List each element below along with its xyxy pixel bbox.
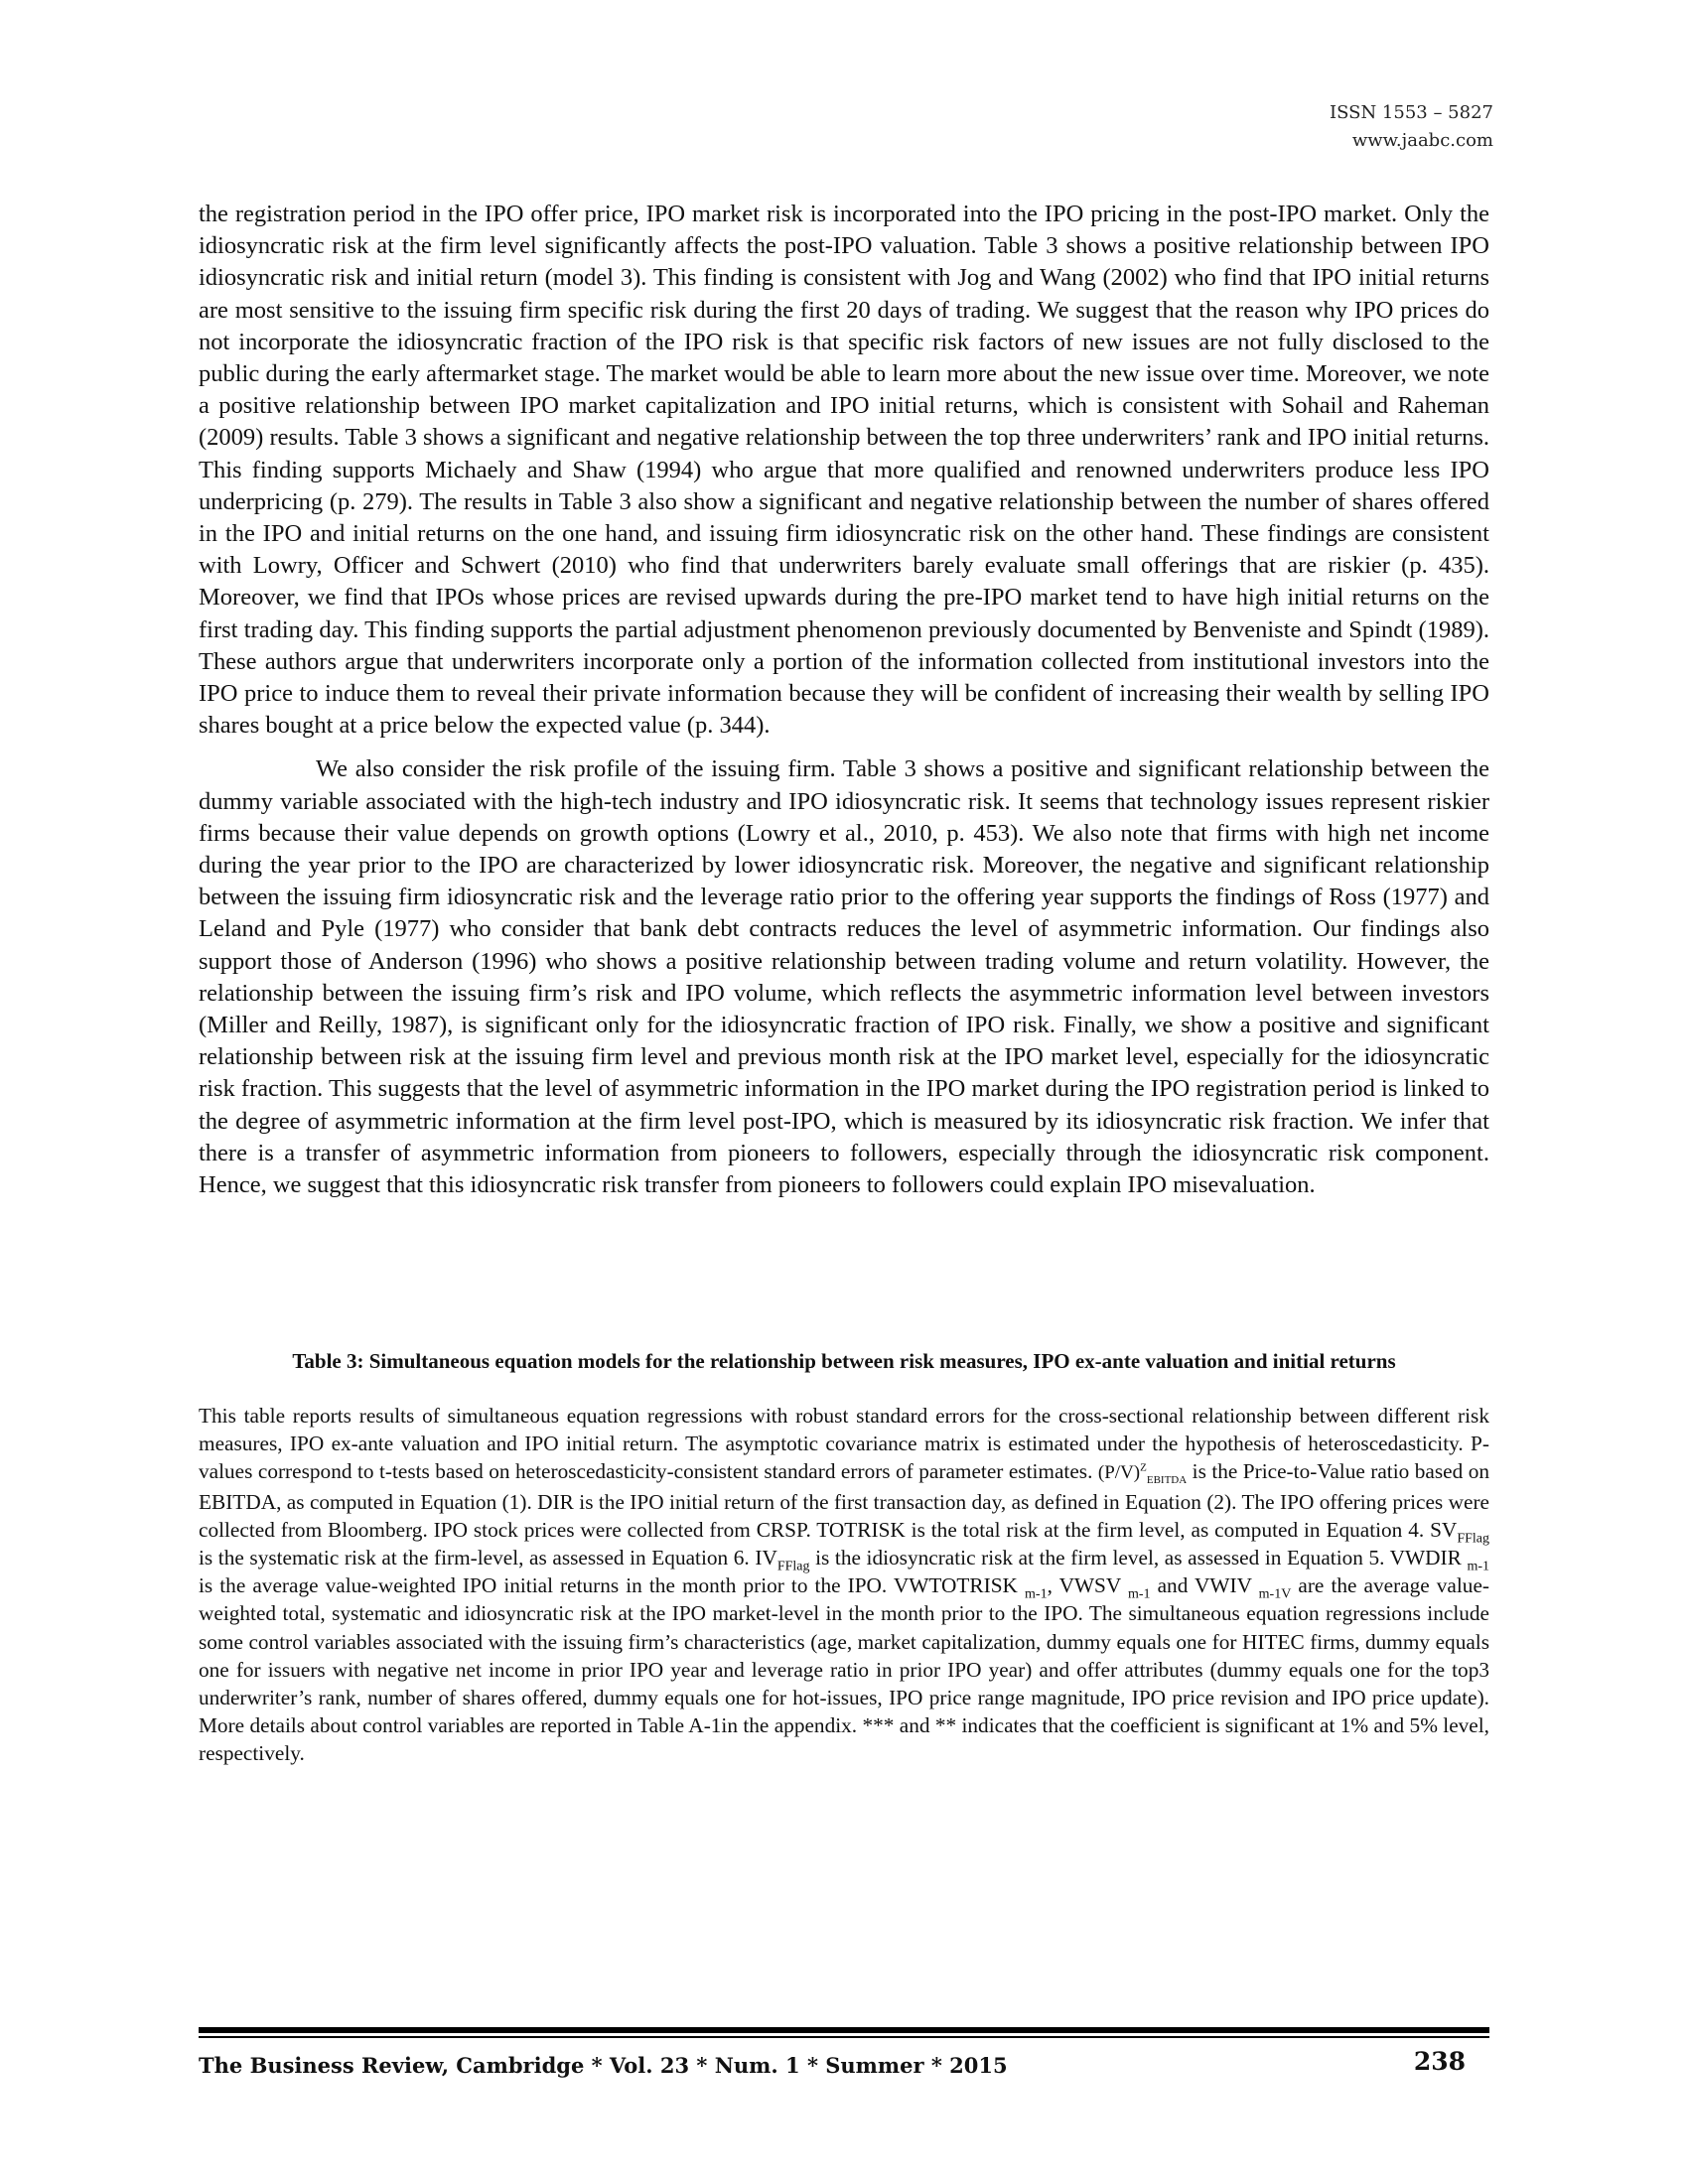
page-header bbox=[1330, 99, 1493, 155]
iv-symbol: $IV_{FFlag}$ bbox=[755, 1546, 810, 1574]
table-caption bbox=[199, 1402, 1489, 1768]
subscript: m-1 bbox=[1127, 1586, 1151, 1602]
table-title: Table 3: Simultaneous equation models for the relationship between risk measures, IPO ex-ante valuation and initial returns bbox=[292, 1349, 1396, 1373]
issn-label: ISSN 1553 – 5827 bbox=[1330, 102, 1493, 123]
website-label: www.jaabc.com bbox=[1351, 130, 1493, 151]
paragraph-2: We also consider the risk profile of the issuing firm. Table 3 shows a positive and significant relationship between the dummy variable associated with the high-tech industry and IPO idiosyncratic risk. It seems that technology issues represent riskier firms because their value depends on growth options (Lowry et al., 2010, p. 453). We also note that firms with high net income during the year prior to the IPO are characterized by lower idiosyncratic risk. Moreover, the negative and significant relationship between the issuing firm idiosyncratic risk and the leverage ratio prior to the offering year supports the findings of Ross (1977) and Leland and Pyle (1977) who consider that bank debt contracts reduces the level of asymmetric information. Our findings also support those of Anderson (1996) who shows a positive relationship between trading volume and return volatility. However, the relationship between the issuing firm’s risk and IPO volume, which reflects the asymmetric information level between investors (Miller and Reilly, 1987), is significant only for the idiosyncratic fraction of IPO risk. Finally, we show a positive and significant relationship between risk at the issuing firm level and previous month risk at the IPO market level, especially for the idiosyncratic risk fraction. This suggests that the level of asymmetric information in the IPO market during the IPO registration period is linked to the degree of asymmetric information at the firm level post-IPO, which is measured by its idiosyncratic risk fraction. We infer that there is a transfer of asymmetric information from pioneers to followers, especially through the idiosyncratic risk component. Hence, we suggest that this idiosyncratic risk transfer from pioneers to followers could explain IPO misevaluation. bbox=[199, 755, 1489, 1199]
caption-text: are the average value-weighted total, systematic and idiosyncratic risk at the IPO market-level in the month prior to the IPO. The simultaneous equation regressions include some control variables associated with the issuing firm’s characteristics (age, market capitalization, dummy equals one for HITEC firms, dummy equals one for issuers with negative net income in prior IPO year and leverage ratio in prior IPO year) and offer attributes (dummy equals one for the top3 underwriter’s rank, number of shares offered, dummy equals one for hot-issues, IPO price range magnitude, IPO price revision and IPO price update). More details about control variables are reported in Table A-1in the appendix. *** and ** indicates that the coefficient is significant at 1% and 5% level, respectively. bbox=[199, 1573, 1489, 1766]
subscript: m-1 bbox=[1467, 1559, 1489, 1574]
footer-rule bbox=[199, 2027, 1489, 2033]
caption-text: This table reports results of simultaneous equation regressions with robust standard errors for the cross-sectional relationship between different risk measures, IPO ex-ante valuation and IPO initial return. The asymptotic covariance matrix is estimated under the hypothesis of heteroscedasticity. P-values correspond to t-tests based on heteroscedasticity-consistent standard errors of parameter estimates. bbox=[199, 1404, 1489, 1484]
footer-rule-thin bbox=[199, 2036, 1489, 2038]
caption-text: is the Price-to-Value ratio based on EBITDA, as computed in Equation (1). DIR is the IPO initial return of the first transaction day, as defined in Equation (2). The IPO offering prices were collected from Bloomberg. IPO stock prices were collected from CRSP. TOTRISK is the total risk at the firm level, as computed in Equation 4. bbox=[199, 1459, 1490, 1542]
caption-text: is the average value-weighted IPO initial returns in the month prior to the IPO. VWTOTRISK bbox=[199, 1573, 1018, 1598]
page-number: 238 bbox=[1413, 2047, 1466, 2076]
pv-symbol: $(P/V)^Z_{EBITDA}$ bbox=[1097, 1462, 1188, 1487]
sv-symbol: $SV_{FFlag}$ bbox=[1430, 1517, 1489, 1547]
journal-footer: The Business Review, Cambridge * Vol. 23 * Num. 1 * Summer * 2015 bbox=[199, 2053, 1008, 2078]
paragraph-1: the registration period in the IPO offer price, IPO market risk is incorporated into the IPO pricing in the post-IPO market. Only the idiosyncratic risk at the firm level significantly affects the post-IPO valuation. Table 3 shows a positive relationship between IPO idiosyncratic risk and initial return (model 3). This finding is consistent with Jog and Wang (2002) who find that IPO initial returns are most sensitive to the issuing firm specific risk during the first 20 days of trading. We suggest that the reason why IPO prices do not incorporate the idiosyncratic fraction of the IPO risk is that specific risk factors of new issues are not fully disclosed to the public during the early aftermarket stage. The market would be able to learn more about the new issue over time. Moreover, we note a positive relationship between IPO market capitalization and IPO initial returns, which is consistent with Sohail and Raheman (2009) results. Table 3 shows a significant and negative relationship between the top three underwriters’ rank and IPO initial returns. This finding supports Michaely and Shaw (1994) who argue that more qualified and renowned underwriters produce less IPO underpricing (p. 279). The results in Table 3 also show a significant and negative relationship between the number of shares offered in the IPO and initial returns on the one hand, and issuing firm idiosyncratic risk on the other hand. These findings are consistent with Lowry, Officer and Schwert (2010) who find that underwriters barely evaluate small offerings that are riskier (p. 435). Moreover, we find that IPOs whose prices are revised upwards during the pre-IPO market tend to have high initial returns on the first trading day. This finding supports the partial adjustment phenomenon previously documented by Benveniste and Spindt (1989). These authors argue that underwriters incorporate only a portion of the information collected from institutional investors into the IPO price to induce them to reveal their private information because they will be confident of increasing their wealth by selling IPO shares bought at a price below the expected value (p. 344). bbox=[199, 201, 1489, 740]
caption-text: is the systematic risk at the firm-level, as assessed in Equation 6. bbox=[199, 1546, 750, 1570]
subscript: m-1 bbox=[1025, 1586, 1048, 1602]
body-text bbox=[199, 199, 1489, 1201]
caption-text: , VWSV bbox=[1047, 1573, 1121, 1598]
subscript: m-1V bbox=[1258, 1586, 1292, 1602]
caption-text: and VWIV bbox=[1157, 1573, 1252, 1598]
caption-text: is the idiosyncratic risk at the firm level, as assessed in Equation 5. VWDIR bbox=[815, 1546, 1462, 1570]
